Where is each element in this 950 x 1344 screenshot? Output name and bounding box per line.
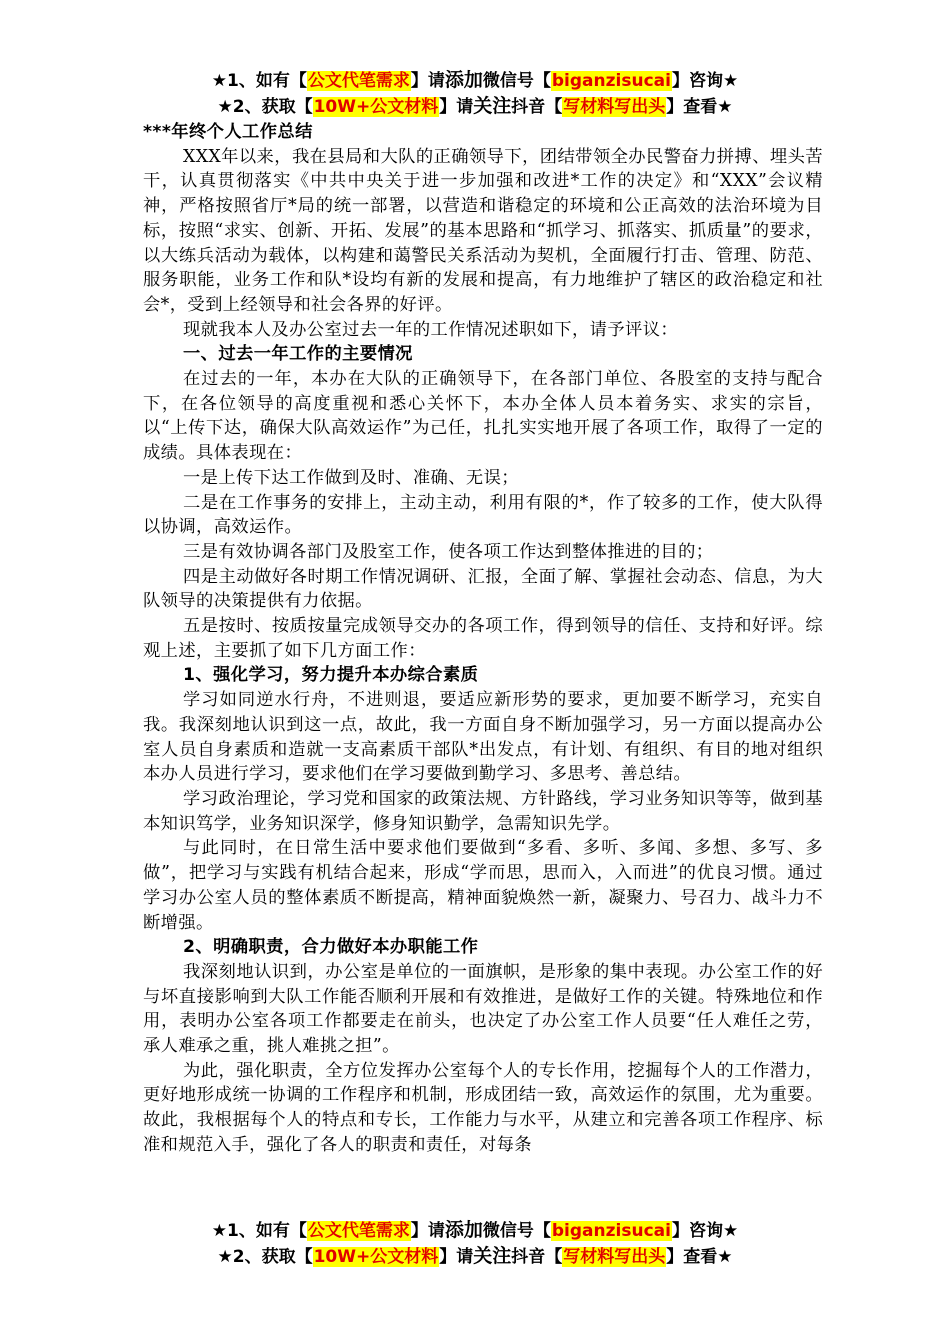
- banner-text: 】请: [439, 97, 474, 117]
- banner-text: 】请: [439, 1247, 474, 1267]
- document-body: [143, 120, 823, 1158]
- highlight-text: 写材料写出头: [563, 1247, 666, 1267]
- highlight-text: 写材料写出头: [563, 97, 666, 117]
- banner-text: 】请: [410, 71, 445, 91]
- bottom-banner-line-2: [0, 1244, 950, 1269]
- banner-text: 微信号【: [482, 1221, 551, 1241]
- banner-text: ★2、获取【: [217, 1247, 313, 1267]
- paragraph: 五是按时、按质按量完成领导交办的各项工作，得到领导的信任、支持和好评。综观上述，主要抓了如下几方面工作：: [143, 616, 823, 661]
- banner-text: 】请: [410, 1221, 445, 1241]
- highlight-text: 公文代笔需求: [307, 1221, 410, 1241]
- highlight-text: biganzisucai: [551, 71, 671, 91]
- highlight-text: 10W+公文材料: [313, 97, 439, 117]
- banner-text: 】咨询★: [671, 1221, 739, 1241]
- top-banner-line-2: [0, 94, 950, 119]
- highlight-text: 公文代笔需求: [307, 71, 410, 91]
- emphasis-text: 添加: [444, 69, 483, 91]
- paragraph: 四是主动做好各时期工作情况调研、汇报，全面了解、掌握社会动态、信息，为大队领导的决策提供有力依据。: [143, 566, 823, 612]
- banner-text: ★1、如有【: [211, 1221, 307, 1241]
- banner-text: 】咨询★: [671, 71, 739, 91]
- paragraph: 二是在工作事务的安排上，主动主动，利用有限的*，作了较多的工作，使大队得以协调，高效运作。: [143, 492, 823, 538]
- subsection-heading: 2、明确职责，合力做好本办职能工作: [183, 937, 479, 958]
- banner-text: ★2、获取【: [217, 97, 313, 117]
- bottom-banner-line-1: [0, 1218, 950, 1243]
- paragraph: 我深刻地认识到，办公室是单位的一面旗帜，是形象的集中表现。办公室工作的好与坏直接影响到大队工作能否顺利开展和有效推进，是做好工作的关键。特殊地位和作用，表明办公室各项工作都要走在前头，也决定了办公室工作人员要“任人难任之劳，承人难承之重，挑人难挑之担”。: [143, 961, 823, 1057]
- banner-text: 微信号【: [482, 71, 551, 91]
- banner-text: 抖音【: [511, 1247, 563, 1267]
- banner-text: ★1、如有【: [211, 71, 307, 91]
- paragraph: XXX年以来，我在县局和大队的正确领导下，团结带领全办民警奋力拼搏、埋头苦干，认真贯彻落实《中共中央关于进一步加强和改进*工作的决定》和“XXX”会议精神，严格按照省厅*局的统一部署，以营造和谐稳定的环境和公正高效的法治环境为目标，按照“求实、创新、开拓、发展”的基本思路和“抓学习、抓落实、抓质量”的要求，以大练兵活动为载体，以构建和蔼警民关系活动为契机，全面履行打击、管理、防范、服务职能，业务工作和队*设均有新的发展和提高，有力地维护了辖区的政治稳定和社会*，受到上经领导和社会各界的好评。: [143, 146, 823, 315]
- subsection-heading: 1、强化学习，努力提升本办综合素质: [183, 665, 479, 686]
- paragraph: 一是上传下达工作做到及时、准确、无误；: [183, 467, 519, 488]
- emphasis-text: 添加: [444, 1219, 483, 1241]
- paragraph: 三是有效协调各部门及股室工作，使各项工作达到整体推进的目的；: [183, 541, 714, 562]
- paragraph: 与此同时，在日常生活中要求他们要做到“多看、多听、多闻、多想、多写、多做”，把学习与实践有机结合起来，形成“学而思，思而入，入而进”的优良习惯。通过学习办公室人员的整体素质不断提高，精神面貌焕然一新，凝聚力、号召力、战斗力不断增强。: [143, 838, 823, 933]
- section-heading: 一、过去一年工作的主要情况: [183, 344, 413, 365]
- emphasis-text: 关注: [473, 1245, 512, 1267]
- paragraph: 现就我本人及办公室过去一年的工作情况述职如下，请予评议：: [183, 319, 679, 340]
- paragraph: 在过去的一年，本办在大队的正确领导下，在各部门单位、各股室的支持与配合下，在各位领导的高度重视和悉心关怀下，本办全体人员本着务实、求实的宗旨，以“上传下达，确保大队高效运作”为己任，扎扎实实地开展了各项工作，取得了一定的成绩。具体表现在：: [143, 369, 823, 464]
- top-banner-line-1: [0, 68, 950, 93]
- highlight-text: 10W+公文材料: [313, 1247, 439, 1267]
- paragraph: 学习如同逆水行舟，不进则退，要适应新形势的要求，更加要不断学习，充实自我。我深刻地认识到这一点，故此，我一方面自身不断加强学习，另一方面以提高办公室人员自身素质和造就一支高素质干部队*出发点，有计划、有组织、有目的地对组织本办人员进行学习，要求他们在学习要做到勤学习、多思考、善总结。: [143, 690, 823, 785]
- highlight-text: biganzisucai: [551, 1221, 671, 1241]
- emphasis-text: 关注: [473, 95, 512, 117]
- banner-text: 抖音【: [511, 97, 563, 117]
- paragraph: 为此，强化职责，全方位发挥办公室每个人的专长作用，挖掘每个人的工作潜力，更好地形成统一协调的工作程序和机制，形成团结一致，高效运作的氛围，尤为重要。故此，我根据每个人的特点和专长，工作能力与水平，从建立和完善各项工作程序、标准和规范入手，强化了各人的职责和责任，对每条: [143, 1060, 823, 1155]
- paragraph: 学习政治理论，学习党和国家的政策法规、方针路线，学习业务知识等等，做到基本知识笃学，业务知识深学，修身知识勤学，急需知识先学。: [143, 788, 823, 834]
- banner-text: 】查看★: [666, 1247, 733, 1267]
- document-title: ***年终个人工作总结: [143, 122, 313, 142]
- banner-text: 】查看★: [666, 97, 733, 117]
